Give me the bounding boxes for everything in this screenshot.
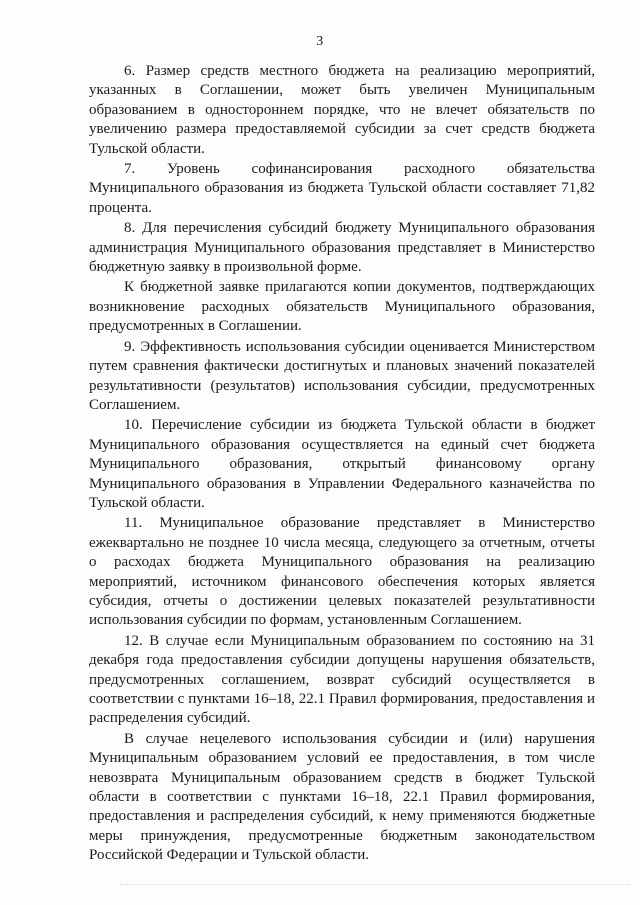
paragraph-6: 6. Размер средств местного бюджета на реализацию мероприятий, указанных в Соглашении, может быть увеличен Муниципальным образованием в одностороннем порядке, что не влечет обязательств по увеличению размера предоставляемой субсидии за счет средств бюджета Тульской области.	[89, 63, 595, 157]
paragraph-9: 9. Эффективность использования субсидии оценивается Министерством путем сравнения фактически достигнутых и плановых значений показателей результативности (результатов) использования субсидии, предусмотренных Соглашением.	[89, 338, 595, 413]
paragraph-7: 7. Уровень софинансирования расходного обязательства Муниципального образования из бюджета Тульской области составляет 71,82 процента.	[89, 161, 595, 216]
page-number: 3	[316, 34, 324, 49]
paragraph-8: 8. Для перечисления субсидий бюджету Муниципального образования администрация Муниципального образования представляет в Министерство бюджетную заявку в произвольной форме.	[89, 220, 595, 276]
paragraph-8-attachments: К бюджетной заявке прилагаются копии документов, подтверждающих возникновение расходных обязательств Муниципального образования, предусмотренных в Соглашении.	[89, 279, 595, 335]
paragraph-11: 11. Муниципальное образование представляет в Министерство ежеквартально не позднее 10 числа месяца, следующего за отчетным, отчеты о расходах бюджета Муниципального образования на реализацию мероприятий, источником финансового обеспечения которых является субсидия, отчеты о достижении целевых показателей результативности использования субсидии по формам, установленным Соглашением.	[89, 515, 595, 629]
paragraph-12: 12. В случае если Муниципальным образованием по состоянию на 31 декабря года предоставления субсидии допущены нарушения обязательств, предусмотренных соглашением, возврат субсидий осуществляется в соответствии с пунктами 16–18, 22.1 Правил формирования, предоставления и распределения субсидий.	[89, 632, 595, 727]
scan-artifact-line	[120, 884, 630, 891]
document-body	[89, 62, 595, 867]
paragraph-12-misuse: В случае нецелевого использования субсидии и (или) нарушения Муниципальным образованием условий ее предоставления, в том числе невозврата Муниципальным образованием средств в бюджет Тульской области в соответствии с пунктами 16–18, 22.1 Правил формирования, предоставления и распределения субсидий, к нему применяются бюджетные меры принуждения, предусмотренные бюджетным законодательством Российской Федерации и Тульской области.	[89, 730, 595, 864]
paragraph-10: 10. Перечисление субсидии из бюджета Тульской области в бюджет Муниципального образования осуществляется на единый счет бюджета Муниципального образования, открытый финансовому органу Муниципального образования в Управлении Федерального казначейства по Тульской области.	[89, 417, 595, 511]
